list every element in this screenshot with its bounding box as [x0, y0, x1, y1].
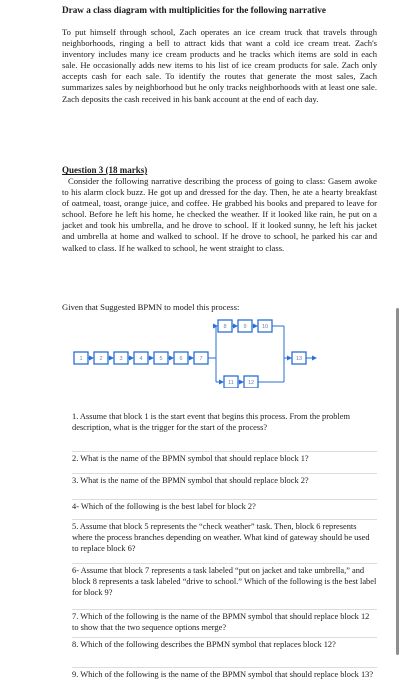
- bpmn-block-label: 6: [179, 356, 183, 363]
- bpmn-block-label: 2: [99, 356, 103, 363]
- question-item: 3. What is the name of the BPMN symbol that should replace block 2?: [72, 476, 309, 485]
- question-item: 1. Assume that block 1 is the start event that begins this process. From the problem description, what is the trigger for the start of the process?: [72, 412, 350, 432]
- q3-heading: Question 3 (18 marks): [62, 165, 148, 175]
- question-divider: [72, 609, 377, 610]
- q3-narrative: Consider the following narrative describing the process of going to class: Gasem awoke to his alarm clock buzz. He got up and dressed for the day. Then, he ate a hearty breakfast of oatmeal, toast, orange juice, and coffee. He grabbed his books and prepared to leave for school. Before he left his home, he checked the weather. If it looked like rain, he put on a jacket and took his umbrella, and he drove to school. If it looked sunny, he left his jacket and umbrella at home and walked to school. If he drove to school, he parked his car and walked to class. If he walked to school, he went straight to class.: [62, 176, 377, 253]
- bpmn-block-label: 5: [159, 356, 163, 363]
- question-item: 8. Which of the following describes the BPMN symbol that replaces block 12?: [72, 640, 336, 649]
- bpmn-block-label: 13: [295, 356, 303, 363]
- scrollbar[interactable]: [396, 308, 399, 655]
- bpmn-block-label: 9: [243, 324, 247, 331]
- bpmn-block-label: 12: [247, 380, 255, 387]
- q3-given: Given that Suggested BPMN to model this process:: [62, 302, 240, 312]
- bpmn-block-label: 10: [261, 324, 269, 331]
- question-divider: [72, 451, 377, 452]
- bpmn-block-label: 11: [228, 380, 234, 387]
- bpmn-block-label: 4: [139, 356, 143, 363]
- bpmn-block-label: 7: [199, 356, 203, 363]
- question-item: 5. Assume that block 5 represents the “check weather” task. Then, block 6 represents where the process branches depending on weather. What kind of gateway should be used to replace block 6?: [72, 522, 370, 553]
- bpmn-block-label: 1: [79, 356, 83, 363]
- bpmn-block-label: 8: [223, 324, 227, 331]
- question-divider: [72, 563, 377, 564]
- question-item: 4- Which of the following is the best label for block 2?: [72, 502, 256, 511]
- q2-title: Draw a class diagram with multiplicities for the following narrative: [62, 5, 326, 15]
- bpmn-diagram: [70, 312, 330, 388]
- question-divider: [72, 637, 377, 638]
- question-item: 7. Which of the following is the name of the BPMN symbol that should replace block 12 to show that the two sequence options merge?: [72, 612, 370, 632]
- q2-body: To put himself through school, Zach operates an ice cream truck that travels through neighborhoods, ringing a bell to attract kids that want a cold ice cream treat. Zach's inventory includes many ice cream products and he tracks which items are sold in each sale. He occasionally adds new items to his list of ice cream products for sale. Zach only accepts cash for each sale. To identify the routes that generate the most sales, Zach summarizes sales by neighborhood but he only tracks neighborhoods with at least one sale. Zach deposits the cash received in his bank account at the end of each day.: [62, 27, 377, 104]
- question-item: 9. Which of the following is the name of the BPMN symbol that should replace block 13?: [72, 670, 374, 679]
- question-divider: [72, 667, 377, 668]
- question-divider: [72, 519, 377, 520]
- bpmn-block-label: 3: [119, 356, 123, 363]
- question-item: 2. What is the name of the BPMN symbol that should replace block 1?: [72, 454, 309, 463]
- question-divider: [72, 499, 377, 500]
- question-divider: [72, 473, 377, 474]
- question-item: 6- Assume that block 7 represents a task labeled “put on jacket and take umbrella,” and block 8 represents a task labeled “drive to school.” Which of the following is the best label for block 9?: [72, 566, 377, 597]
